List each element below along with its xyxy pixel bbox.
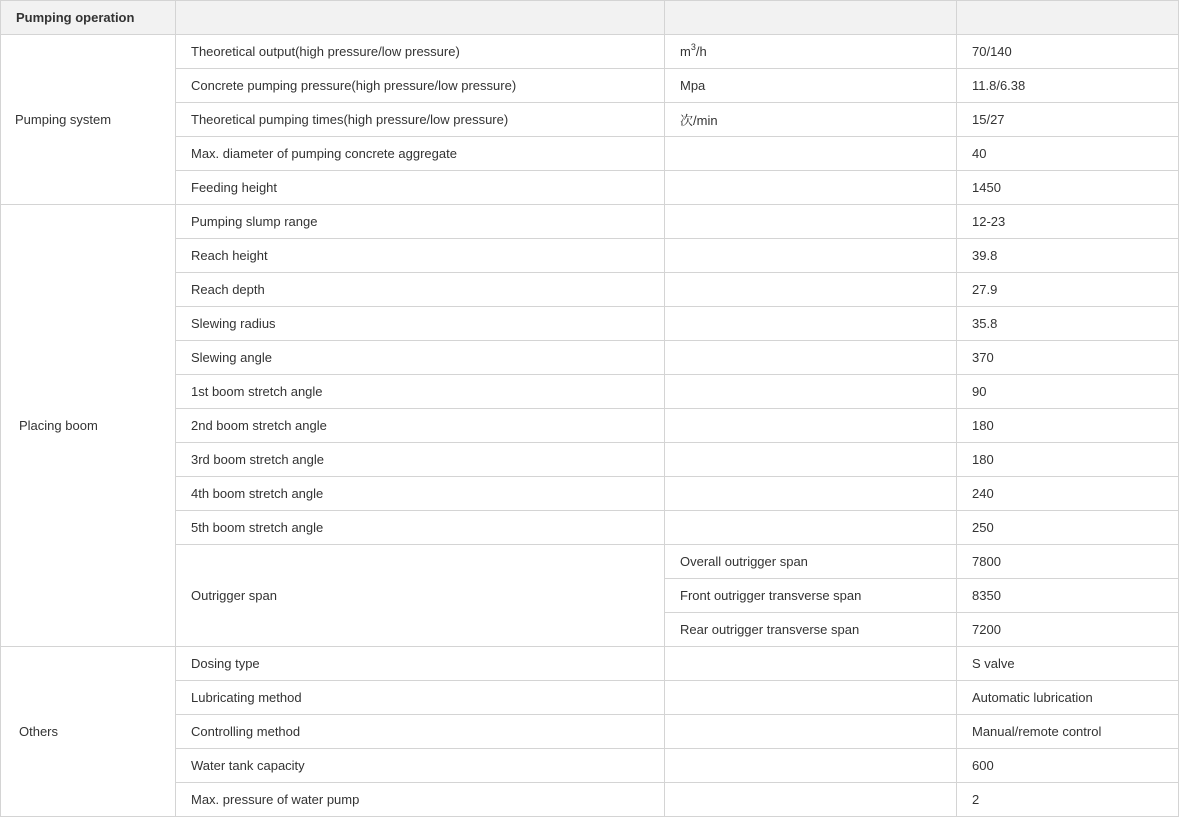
param-cell: Max. pressure of water pump (176, 783, 665, 817)
value-cell: 40 (957, 137, 1179, 171)
param-cell: Water tank capacity (176, 749, 665, 783)
value-cell: 90 (957, 375, 1179, 409)
unit-cell (665, 307, 957, 341)
param-cell: 5th boom stretch angle (176, 511, 665, 545)
value-cell: 12-23 (957, 205, 1179, 239)
table-row (1, 69, 1179, 103)
sub-param-cell: Rear outrigger transverse span (665, 613, 957, 647)
param-cell: Pumping slump range (176, 205, 665, 239)
value-cell: 7200 (957, 613, 1179, 647)
param-cell: 2nd boom stretch angle (176, 409, 665, 443)
table-row (1, 35, 1179, 69)
table-row (1, 273, 1179, 307)
unit-cell (665, 511, 957, 545)
param-cell: Reach height (176, 239, 665, 273)
value-cell: Automatic lubrication (957, 681, 1179, 715)
param-cell: Max. diameter of pumping concrete aggregate (176, 137, 665, 171)
unit-cell (665, 783, 957, 817)
value-cell: 250 (957, 511, 1179, 545)
param-cell: Controlling method (176, 715, 665, 749)
param-cell: Lubricating method (176, 681, 665, 715)
unit-cell: Mpa (665, 69, 957, 103)
value-cell: 35.8 (957, 307, 1179, 341)
table-row (1, 103, 1179, 137)
table-row (1, 749, 1179, 783)
table-row (1, 205, 1179, 239)
table-row (1, 783, 1179, 817)
param-cell: 1st boom stretch angle (176, 375, 665, 409)
value-cell: 39.8 (957, 239, 1179, 273)
unit-cell (665, 341, 957, 375)
category-others: Others (1, 647, 176, 817)
param-cell: Slewing angle (176, 341, 665, 375)
value-cell: 180 (957, 443, 1179, 477)
table-row (1, 545, 1179, 579)
table-row (1, 375, 1179, 409)
value-cell: 600 (957, 749, 1179, 783)
value-cell: 2 (957, 783, 1179, 817)
param-outrigger-span: Outrigger span (176, 545, 665, 647)
unit-cell: $m^3/h$ (665, 35, 957, 69)
value-cell: 7800 (957, 545, 1179, 579)
category-placing-boom: Placing boom (1, 205, 176, 647)
param-cell: Theoretical output(high pressure/low pressure) (176, 35, 665, 69)
param-cell: Concrete pumping pressure(high pressure/low pressure) (176, 69, 665, 103)
unit-cell (665, 171, 957, 205)
value-cell: 370 (957, 341, 1179, 375)
value-cell: 8350 (957, 579, 1179, 613)
unit-cell (665, 715, 957, 749)
value-cell: 70/140 (957, 35, 1179, 69)
param-cell: Dosing type (176, 647, 665, 681)
unit-cell (665, 749, 957, 783)
value-cell: 27.9 (957, 273, 1179, 307)
table-row (1, 341, 1179, 375)
table-header-row (1, 1, 1179, 35)
table-row (1, 443, 1179, 477)
table-row (1, 647, 1179, 681)
category-pumping-system: Pumping system (1, 35, 176, 205)
value-cell: 15/27 (957, 103, 1179, 137)
value-cell: 180 (957, 409, 1179, 443)
table-row (1, 477, 1179, 511)
unit-cell: 次/min (665, 103, 957, 137)
unit-cell (665, 647, 957, 681)
sub-param-cell: Front outrigger transverse span (665, 579, 957, 613)
table-row (1, 715, 1179, 749)
table-row (1, 171, 1179, 205)
value-cell: Manual/remote control (957, 715, 1179, 749)
param-cell: Theoretical pumping times(high pressure/low pressure) (176, 103, 665, 137)
param-cell: 4th boom stretch angle (176, 477, 665, 511)
unit-cell (665, 137, 957, 171)
sub-param-cell: Overall outrigger span (665, 545, 957, 579)
param-cell: Reach depth (176, 273, 665, 307)
table-row (1, 307, 1179, 341)
table-row (1, 137, 1179, 171)
unit-cell (665, 239, 957, 273)
unit-cell (665, 681, 957, 715)
table-row (1, 511, 1179, 545)
table-row (1, 239, 1179, 273)
param-cell: Slewing radius (176, 307, 665, 341)
value-cell: 1450 (957, 171, 1179, 205)
param-cell: 3rd boom stretch angle (176, 443, 665, 477)
unit-cell (665, 477, 957, 511)
value-cell: 11.8/6.38 (957, 69, 1179, 103)
unit-cell (665, 443, 957, 477)
section-title: Pumping operation (1, 1, 176, 35)
value-cell: 240 (957, 477, 1179, 511)
value-cell: S valve (957, 647, 1179, 681)
param-cell: Feeding height (176, 171, 665, 205)
unit-cell (665, 273, 957, 307)
unit-cell (665, 375, 957, 409)
unit-cell (665, 205, 957, 239)
table-row (1, 681, 1179, 715)
unit-cell (665, 409, 957, 443)
table-row (1, 409, 1179, 443)
